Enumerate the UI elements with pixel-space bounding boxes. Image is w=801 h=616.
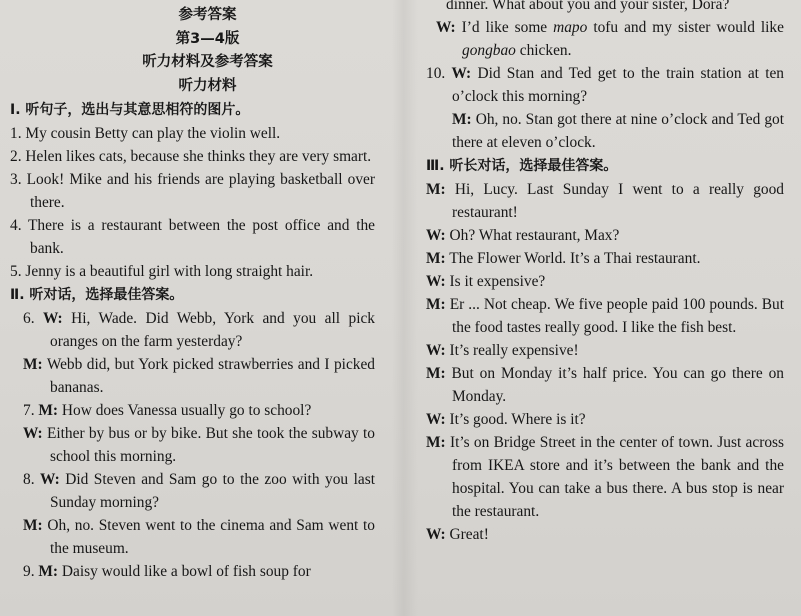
s1-item-2: 2. Helen likes cats, because she thinks they are very smart. xyxy=(10,148,372,165)
s1-item-5: 5. Jenny is a beautiful girl with long straight hair. xyxy=(10,263,314,280)
dialog-line-1: M: Hi, Lucy. Last Sunday I went to a really good restaurant! xyxy=(426,181,784,221)
q10-woman-line: 10. W: Did Stan and Ted get to the train station at ten o’clock this morning? xyxy=(426,65,784,105)
section-title: 听力材料 xyxy=(178,77,237,94)
q7-man-line: 7. M: How does Vanessa usually go to school? xyxy=(23,402,312,419)
dialog-line-2: W: Oh? What restaurant, Max? xyxy=(426,227,620,244)
q6-woman-line: 6. W: Hi, Wade. Did Webb, York and you all pick oranges on the farm yesterday? xyxy=(23,310,375,350)
dialog-line-3: M: The Flower World. It’s a Thai restaurant. xyxy=(426,250,701,267)
q7-woman-line: W: Either by bus or by bike. But she took the subway to school this morning. xyxy=(23,425,375,465)
q9-woman-line: W: I’d like some mapo tofu and my sister would like gongbao chicken. xyxy=(436,19,784,59)
dialog-line-9: M: It’s on Bridge Street in the center of town. Just across from IKEA store and it’s between the bank and the hospital. You can take a bus there. A bus stop is near the restaurant. xyxy=(426,434,784,520)
q8-man-line: M: Oh, no. Steven went to the cinema and Sam went to the museum. xyxy=(23,517,375,557)
s1-item-4: 4. There is a restaurant between the post office and the bank. xyxy=(10,217,375,257)
section-1-heading: Ⅰ. 听句子，选出与其意思相符的图片。 xyxy=(10,102,250,118)
section-2-heading: Ⅱ. 听对话，选择最佳答案。 xyxy=(10,287,184,303)
s1-item-1: 1. My cousin Betty can play the violin well. xyxy=(10,125,281,142)
dialog-line-8: W: It’s good. Where is it? xyxy=(426,411,586,428)
dialog-line-4: W: Is it expensive? xyxy=(426,273,546,290)
s1-item-3: 3. Look! Mike and his friends are playing basketball over there. xyxy=(10,171,375,211)
q9-man-line-start: 9. M: Daisy would like a bowl of fish soup for xyxy=(23,563,311,580)
q8-woman-line: 8. W: Did Steven and Sam go to the zoo with you last Sunday morning? xyxy=(23,471,375,511)
dialog-line-5: M: Er ... Not cheap. We five people paid 100 pounds. But the food tastes really good. I like the fish best. xyxy=(426,296,784,336)
dialog-line-10: W: Great! xyxy=(426,526,489,543)
left-column xyxy=(10,4,375,583)
q10-man-line: M: Oh, no. Stan got there at nine o’clock and Ted got there at eleven o’clock. xyxy=(452,111,784,151)
q6-man-line: M: Webb did, but York picked strawberries and I picked bananas. xyxy=(23,356,375,396)
right-column xyxy=(426,0,784,546)
dialog-line-7: M: But on Monday it’s half price. You can go there on Monday. xyxy=(426,365,784,405)
subtitle: 听力材料及参考答案 xyxy=(142,54,273,70)
page-fold-shadow xyxy=(392,0,418,616)
section-3-heading: Ⅲ. 听长对话，选择最佳答案。 xyxy=(426,158,618,174)
dialog-line-6: W: It’s really expensive! xyxy=(426,342,579,359)
page-title: 参考答案 xyxy=(178,7,237,23)
q9-man-line-cont: dinner. What about you and your sister, Dora? xyxy=(446,0,730,13)
edition-label: 第3—4版 xyxy=(175,30,240,47)
